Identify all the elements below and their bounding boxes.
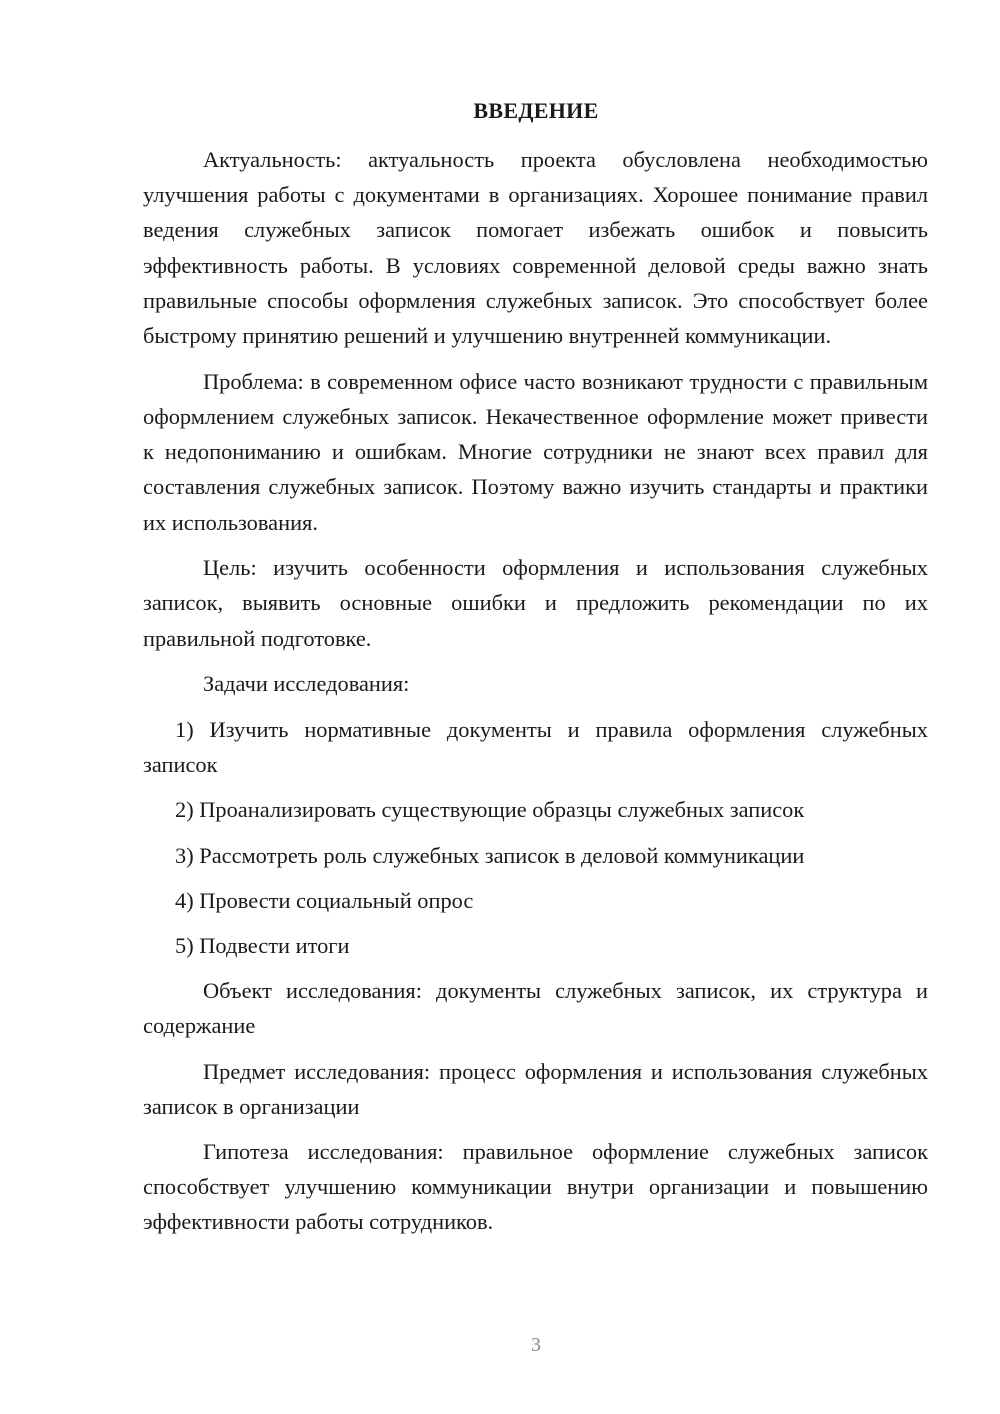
hypothesis-paragraph: Гипотеза исследования: правильное оформление служебных записок способствует улучшению коммуникации внутри организации и повышению эффективности работы сотрудников. xyxy=(143,1139,928,1235)
task-item-1: 1) Изучить нормативные документы и правила оформления служебных записок xyxy=(143,717,928,778)
task-item-5: 5) Подвести итоги xyxy=(175,933,350,959)
page-title: ВВЕДЕНИЕ xyxy=(473,98,599,123)
task-item-2: 2) Проанализировать существующие образцы служебных записок xyxy=(175,797,805,823)
goal-paragraph: Цель: изучить особенности оформления и использования служебных записок, выявить основные ошибки и предложить рекомендации по их правильной подготовке. xyxy=(143,555,928,651)
relevance-paragraph: Актуальность: актуальность проекта обусловлена необходимостью улучшения работы с документами в организациях. Хорошее понимание правил ведения служебных записок помогает избежать ошибок и повысить эффективность работы. В условиях современной деловой среды важно знать правильные способы оформления служебных записок. Это способствует более быстрому принятию решений и улучшению внутренней коммуникации. xyxy=(143,147,928,349)
document-body xyxy=(143,142,928,1240)
subject-paragraph: Предмет исследования: процесс оформления и использования служебных записок в организации xyxy=(143,1058,928,1119)
task-item-4: 4) Провести социальный опрос xyxy=(175,887,474,913)
object-paragraph: Объект исследования: документы служебных записок, их структура и содержание xyxy=(143,978,928,1039)
problem-paragraph: Проблема: в современном офисе часто возникают трудности с правильным оформлением служебных записок. Некачественное оформление может привести к недопониманию и ошибкам. Многие сотрудники не знают всех правил для составления служебных записок. Поэтому важно изучить стандарты и практики их использования. xyxy=(143,368,928,535)
page-number: 3 xyxy=(531,1334,541,1356)
task-item-3: 3) Рассмотреть роль служебных записок в деловой коммуникации xyxy=(175,842,805,868)
tasks-title: Задачи исследования: xyxy=(203,671,410,697)
